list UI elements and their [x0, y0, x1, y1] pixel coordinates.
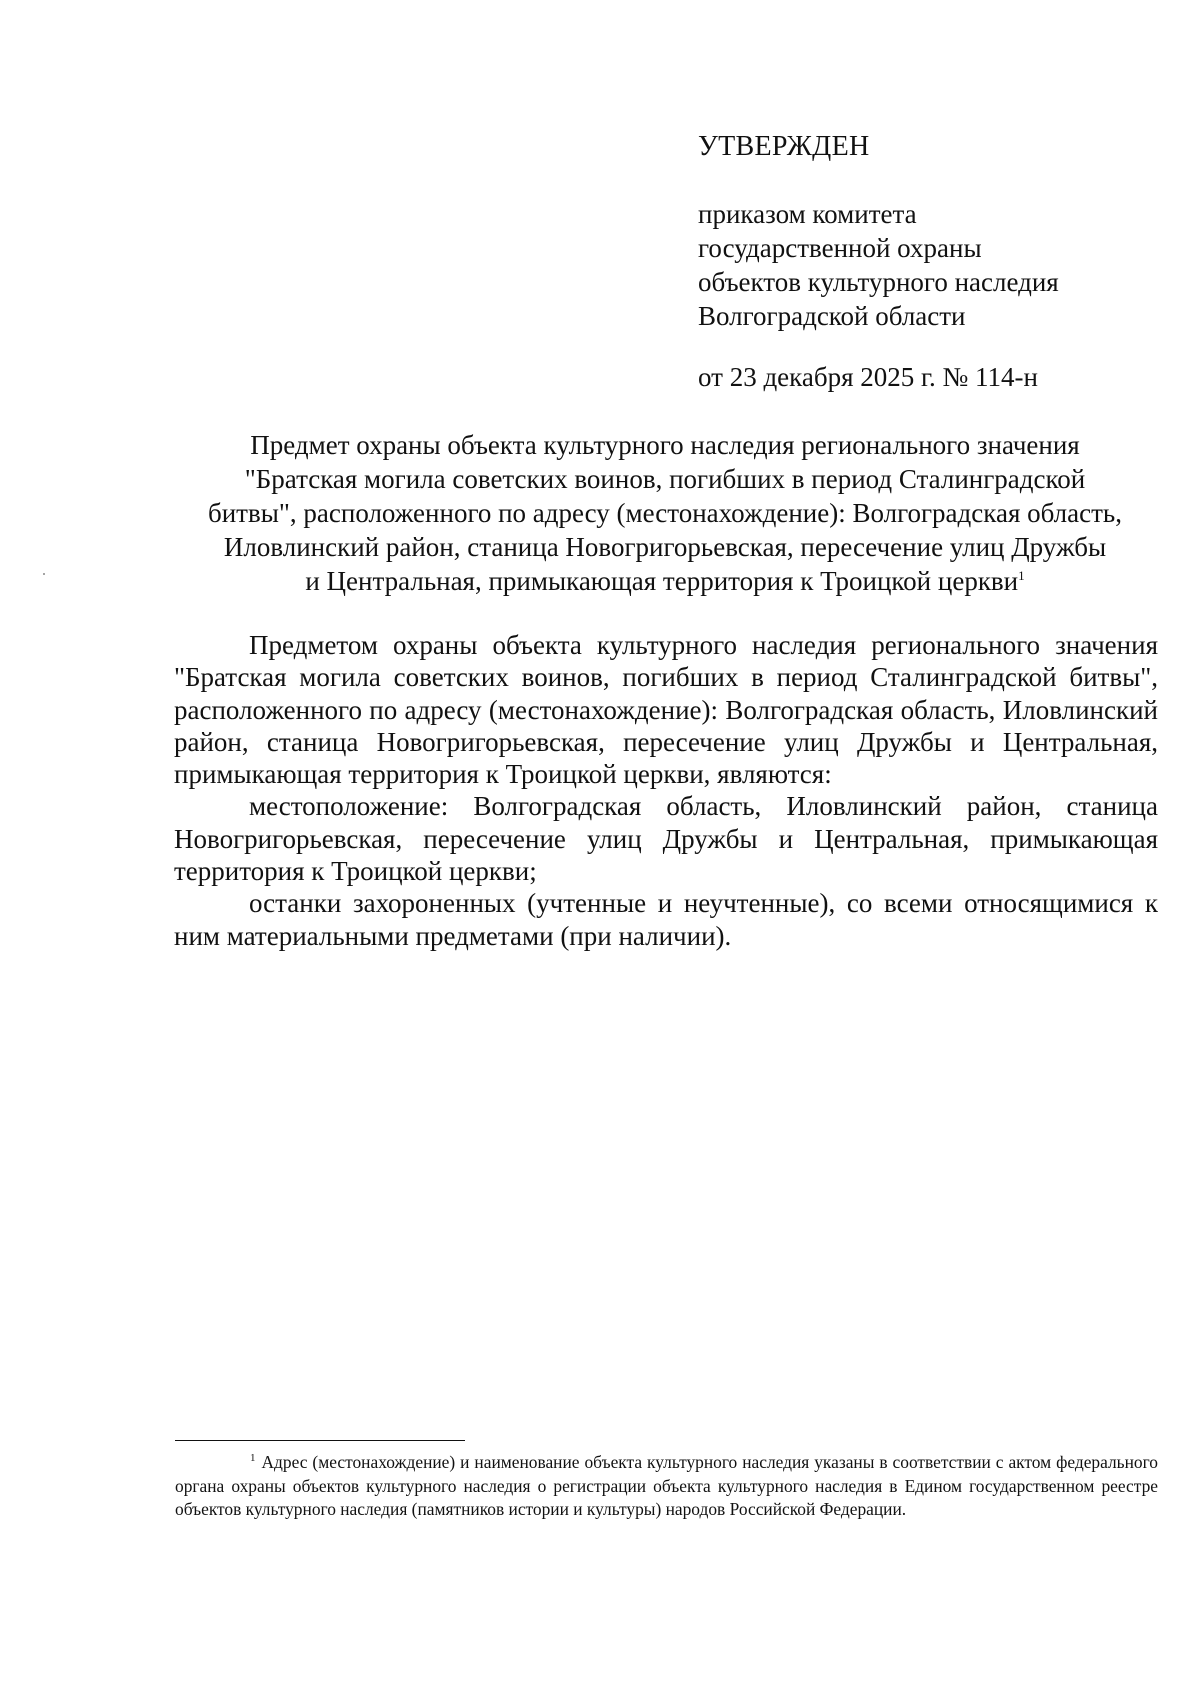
- body-paragraph: останки захороненных (учтенные и неучтенные), со всеми относящимися к ним материальными предметами (при наличии).: [174, 888, 1158, 951]
- footnote-separator: [175, 1440, 465, 1441]
- approval-line: государственной охраны: [698, 233, 982, 263]
- title-line-last: [172, 564, 1158, 598]
- approval-line: Волгоградской области: [698, 301, 966, 331]
- footnote-text: Адрес (местонахождение) и наименование объекта культурного наследия указаны в соответствии с актом федерального органа охраны объектов культурного наследия о регистрации объекта культурного наследия в Едином государственном реестре объектов культурного наследия (памятников истории и культуры) народов Российской Федерации.: [175, 1452, 1158, 1519]
- body-paragraph: местоположение: Волгоградская область, Иловлинский район, станица Новогригорьевская, пересечение улиц Дружбы и Центральная, примыкающая территория к Троицкой церкви;: [174, 791, 1158, 887]
- title-line: "Братская могила советских воинов, погибших в период Сталинградской: [244, 464, 1086, 494]
- footnote: [175, 1451, 1158, 1522]
- footnote-reference[interactable]: 1: [1018, 568, 1025, 583]
- body-paragraph: Предметом охраны объекта культурного наследия регионального значения "Братская могила советских воинов, погибших в период Сталинградской битвы", расположенного по адресу (местонахождение): Волгоградская область, Иловлинский район, станица Новогригорьевская, пересечение улиц Дружбы и Центральная, примыкающая территория к Троицкой церкви, являются:: [174, 630, 1158, 790]
- approval-line: приказом комитета: [698, 199, 917, 229]
- title-line: битвы", расположенного по адресу (местонахождение): Волгоградская область,: [208, 498, 1122, 528]
- title-line-text: и Центральная, примыкающая территория к Троицкой церкви: [305, 566, 1019, 596]
- footnote-marker: 1: [250, 1452, 256, 1465]
- scan-speck: [43, 573, 45, 575]
- order-reference: от 23 декабря 2025 г. № 114-н: [698, 362, 1038, 392]
- body-text: [174, 629, 1158, 952]
- approval-line: объектов культурного наследия: [698, 267, 1059, 297]
- approval-title: УТВЕРЖДЕН: [698, 131, 870, 162]
- document-title: [172, 428, 1158, 598]
- approval-stamp: [698, 130, 1158, 394]
- title-line: Иловлинский район, станица Новогригорьевская, пересечение улиц Дружбы: [223, 532, 1107, 562]
- title-line: Предмет охраны объекта культурного наследия регионального значения: [250, 430, 1080, 460]
